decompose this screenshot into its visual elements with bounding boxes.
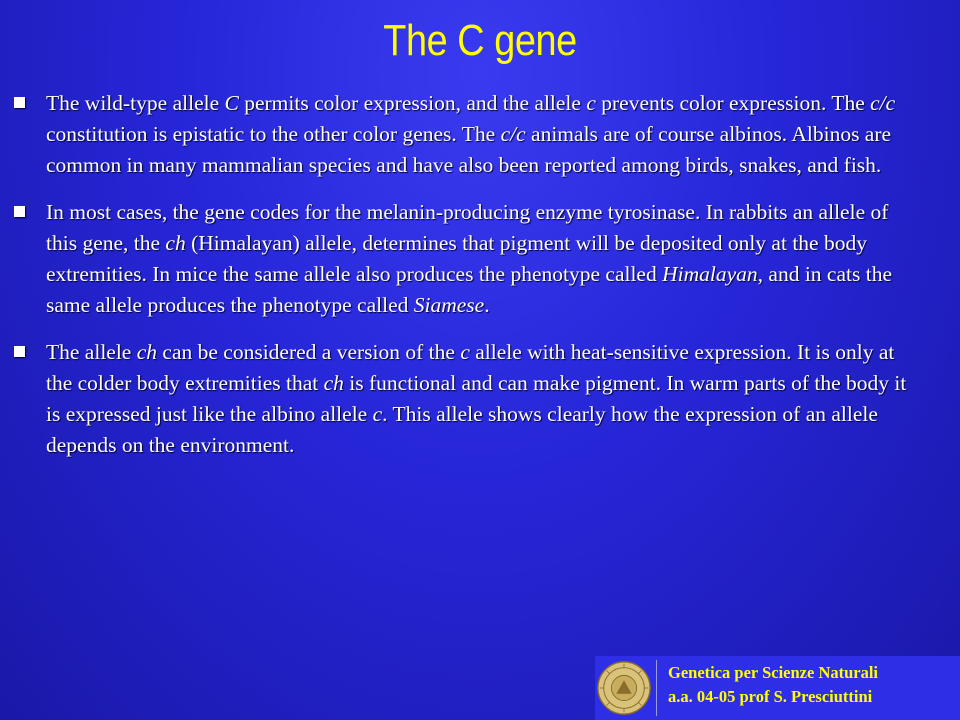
italic-term: ch bbox=[136, 340, 158, 364]
footer-professor: a.a. 04-05 prof S. Presciuttini bbox=[668, 687, 873, 706]
university-seal-icon bbox=[595, 659, 653, 717]
text-segment: In most cases, the gene codes for the melanin-producing enzyme tyrosinase. In rabbits an allele of this gene, the bbox=[46, 200, 889, 255]
square-bullet-icon bbox=[14, 97, 25, 108]
footer-divider bbox=[656, 660, 657, 716]
text-segment: The wild-type allele bbox=[46, 91, 225, 115]
italic-term: C bbox=[224, 91, 239, 115]
text-segment: , and in cats the same allele produces the phenotype called bbox=[46, 262, 892, 317]
square-bullet-icon bbox=[14, 346, 25, 357]
text-segment: constitution is epistatic to the other color genes. The bbox=[46, 122, 501, 146]
bullet-text bbox=[46, 91, 895, 177]
italic-term: ch bbox=[165, 231, 186, 255]
footer bbox=[595, 656, 960, 720]
italic-term: Siamese bbox=[413, 293, 485, 317]
italic-term: c bbox=[586, 91, 596, 115]
bullet-list bbox=[14, 88, 924, 477]
footer-text bbox=[668, 661, 878, 709]
italic-term: c/c bbox=[500, 122, 526, 146]
text-segment: . This allele shows clearly how the expression of an allele depends on the environment. bbox=[46, 402, 878, 457]
italic-term: ch bbox=[323, 371, 344, 395]
italic-term: c bbox=[372, 402, 383, 426]
bullet-text bbox=[46, 200, 892, 317]
text-segment: (Himalayan) allele, determines that pigment will be deposited only at the body extremities. In mice the same allele also produces the phenotype called bbox=[46, 231, 867, 286]
text-segment: is functional and can make pigment. In warm parts of the body it is expressed just like the albino allele bbox=[46, 371, 907, 426]
bullet-text bbox=[46, 340, 906, 457]
square-bullet-icon bbox=[14, 206, 25, 217]
bullet-item bbox=[14, 197, 924, 321]
slide-title: The C gene bbox=[383, 16, 577, 65]
text-segment: can be considered a version of the bbox=[157, 340, 461, 364]
bullet-item bbox=[14, 88, 924, 181]
italic-term: c bbox=[460, 340, 470, 364]
text-segment: prevents color expression. The bbox=[595, 91, 871, 115]
text-segment: allele with heat-sensitive expression. It is only at the colder body extremities that bbox=[46, 340, 895, 395]
text-segment: The allele bbox=[46, 340, 137, 364]
italic-term: c/c bbox=[870, 91, 896, 115]
italic-term: Himalayan bbox=[662, 262, 758, 286]
text-segment: . bbox=[484, 293, 490, 317]
text-segment: permits color expression, and the allele bbox=[238, 91, 587, 115]
text-segment: animals are of course albinos. Albinos are common in many mammalian species and have also been reported among birds, snakes, and fish. bbox=[46, 122, 892, 177]
bullet-item bbox=[14, 337, 924, 461]
footer-course: Genetica per Scienze Naturali bbox=[668, 663, 879, 682]
